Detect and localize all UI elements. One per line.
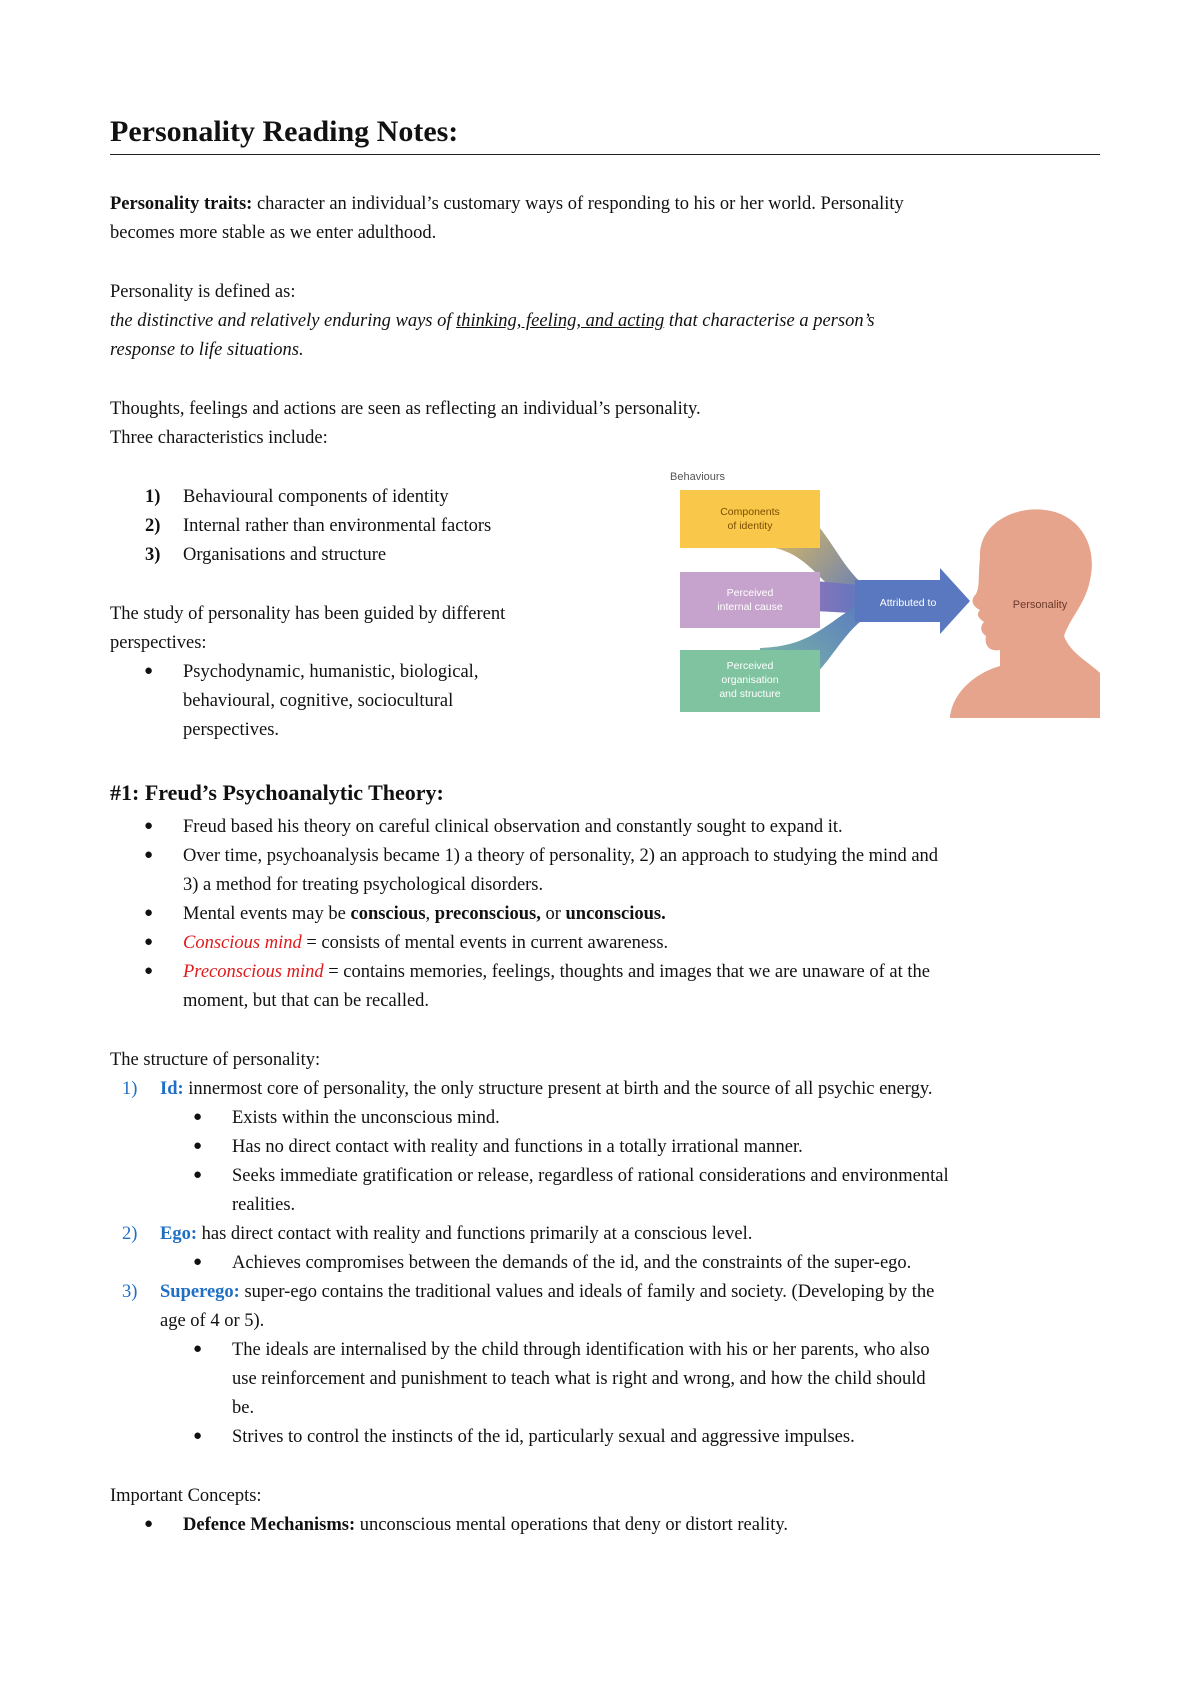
perspectives-line: perspectives. bbox=[183, 720, 280, 740]
perspectives-line: Psychodynamic, humanistic, biological, bbox=[183, 662, 479, 682]
superego-definition-line2: age of 4 or 5). bbox=[160, 1311, 265, 1331]
study-text: The study of personality has been guided by different bbox=[110, 604, 506, 624]
id-definition: Id: innermost core of personality, the only structure present at birth and the source of all psychic energy. bbox=[160, 1079, 933, 1099]
freud-bullet-5-line2: moment, but that can be recalled. bbox=[183, 991, 430, 1011]
concepts-bullet-1: Defence Mechanisms: unconscious mental operations that deny or distort reality. bbox=[183, 1515, 789, 1535]
superego-definition: Superego: super-ego contains the traditional values and ideals of family and society. (Developing by the bbox=[160, 1282, 935, 1302]
traits-paragraph: Personality traits: character an individual’s customary ways of responding to his or her world. Personality bbox=[110, 194, 904, 214]
definition-text: the distinctive and relatively enduring ways of thinking, feeling, and acting that characterise a person’s bbox=[110, 311, 875, 331]
box3-line2: organisation bbox=[721, 674, 779, 686]
bullet-icon: ● bbox=[144, 663, 154, 679]
box-components-identity bbox=[680, 490, 820, 548]
box1-line1: Components bbox=[720, 506, 780, 518]
head-label: Personality bbox=[1012, 599, 1068, 611]
diagram-header: Behaviours bbox=[670, 471, 726, 483]
bullet-icon: ● bbox=[193, 1254, 203, 1270]
box1-line2: of identity bbox=[727, 520, 773, 532]
id-number: 1) bbox=[122, 1079, 138, 1099]
bullet-icon: ● bbox=[144, 963, 154, 979]
section-heading-freud: #1: Freud’s Psychoanalytic Theory: bbox=[110, 780, 444, 805]
perspectives-line: behavioural, cognitive, sociocultural bbox=[183, 691, 454, 711]
definition-text-line2: response to life situations. bbox=[110, 340, 304, 360]
study-text-line2: perspectives: bbox=[110, 633, 207, 653]
box3-line1: Perceived bbox=[726, 660, 774, 672]
ego-definition: Ego: has direct contact with reality and functions primarily at a conscious level. bbox=[160, 1224, 753, 1244]
id-bullet-3: Seeks immediate gratification or release, regardless of rational considerations and environmental bbox=[232, 1166, 949, 1186]
box-internal-cause bbox=[680, 572, 820, 628]
freud-bullet-5: Preconscious mind = contains memories, feelings, thoughts and images that we are unaware of at the bbox=[183, 962, 930, 982]
superego-bullet-1-line3: be. bbox=[232, 1398, 255, 1418]
ego-bullet-1: Achieves compromises between the demands of the id, and the constraints of the super-ego. bbox=[232, 1253, 912, 1273]
diagram-svg bbox=[620, 468, 1100, 718]
id-bullet-1: Exists within the unconscious mind. bbox=[232, 1108, 500, 1128]
bullet-icon: ● bbox=[144, 1516, 154, 1532]
superego-bullet-2: Strives to control the instincts of the id, particularly sexual and aggressive impulses. bbox=[232, 1427, 855, 1447]
bullet-icon: ● bbox=[193, 1428, 203, 1444]
personality-diagram bbox=[620, 468, 1100, 718]
freud-bullet-3: Mental events may be conscious, preconscious, or unconscious. bbox=[183, 904, 666, 924]
structure-intro: The structure of personality: bbox=[110, 1050, 321, 1070]
freud-bullet-2: Over time, psychoanalysis became 1) a theory of personality, 2) an approach to studying the mind and bbox=[183, 846, 939, 866]
ego-number: 2) bbox=[122, 1224, 138, 1244]
definition-intro: Personality is defined as: bbox=[110, 282, 296, 302]
head-silhouette-icon bbox=[950, 509, 1100, 718]
page-title: Personality Reading Notes: bbox=[110, 112, 1100, 155]
bullet-icon: ● bbox=[193, 1341, 203, 1357]
freud-bullet-2-line2: 3) a method for treating psychological disorders. bbox=[183, 875, 544, 895]
concepts-intro: Important Concepts: bbox=[110, 1486, 262, 1506]
bullet-icon: ● bbox=[144, 847, 154, 863]
bullet-icon: ● bbox=[144, 818, 154, 834]
reflecting-text: Thoughts, feelings and actions are seen as reflecting an individual’s personality. bbox=[110, 399, 701, 419]
box2-line1: Perceived bbox=[726, 587, 774, 599]
bullet-icon: ● bbox=[193, 1167, 203, 1183]
traits-paragraph-line2: becomes more stable as we enter adulthood. bbox=[110, 223, 437, 243]
freud-bullet-1: Freud based his theory on careful clinical observation and constantly sought to expand it. bbox=[183, 817, 843, 837]
bullet-icon: ● bbox=[193, 1138, 203, 1154]
superego-bullet-1: The ideals are internalised by the child through identification with his or her parents, who also bbox=[232, 1340, 930, 1360]
superego-bullet-1-line2: use reinforcement and punishment to teach what is right and wrong, and how the child should bbox=[232, 1369, 926, 1389]
freud-bullet-4: Conscious mind = consists of mental events in current awareness. bbox=[183, 933, 669, 953]
three-characteristics-intro: Three characteristics include: bbox=[110, 428, 328, 448]
bullet-icon: ● bbox=[193, 1109, 203, 1125]
arrow-label: Attributed to bbox=[879, 597, 937, 609]
bullet-icon: ● bbox=[144, 905, 154, 921]
box2-line2: internal cause bbox=[717, 601, 783, 613]
box3-line3: and structure bbox=[719, 688, 781, 700]
id-bullet-3-line2: realities. bbox=[232, 1195, 296, 1215]
superego-number: 3) bbox=[122, 1282, 138, 1302]
bullet-icon: ● bbox=[144, 934, 154, 950]
id-bullet-2: Has no direct contact with reality and functions in a totally irrational manner. bbox=[232, 1137, 803, 1157]
